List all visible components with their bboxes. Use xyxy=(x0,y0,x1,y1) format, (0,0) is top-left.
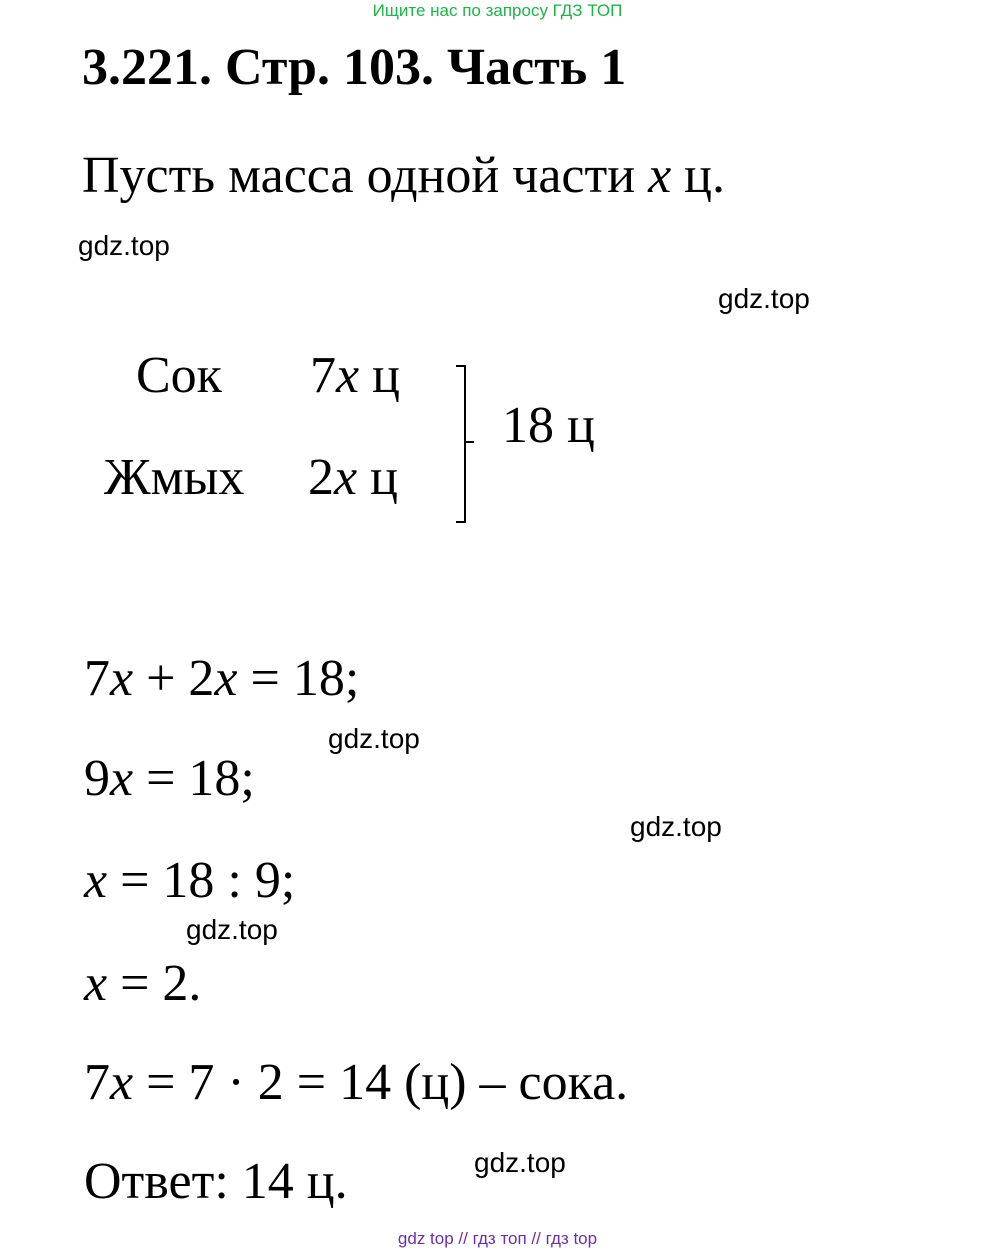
eq-part: = 18; xyxy=(133,750,255,807)
variable: x xyxy=(334,449,358,506)
eq-part: = 7 · 2 = 14 (ц) – сока. xyxy=(133,1054,629,1111)
variable: x xyxy=(214,650,238,707)
variable: x xyxy=(84,955,108,1012)
watermark: gdz.top xyxy=(630,811,722,842)
table-row-label: Жмых xyxy=(104,449,245,506)
eq-part: + 2 xyxy=(133,650,215,707)
eq-part: 7 xyxy=(84,1054,110,1111)
total-mass: 18 ц xyxy=(502,397,595,454)
unit: ц xyxy=(357,449,398,506)
watermark: gdz.top xyxy=(78,230,170,261)
equation-line-4 xyxy=(84,955,202,1012)
variable: x xyxy=(110,1054,134,1111)
table-row-value xyxy=(308,449,398,506)
equation-line-3 xyxy=(84,852,296,909)
intro-prefix: Пусть масса одной части xyxy=(82,147,649,204)
footer-links: gdz top // гдз топ // гдз top xyxy=(397,1229,598,1248)
eq-part: 7 xyxy=(84,650,110,707)
curly-bracket-tick xyxy=(464,441,474,443)
equation-line-2 xyxy=(84,750,255,807)
variable: x xyxy=(110,650,134,707)
table-row-value xyxy=(310,347,400,404)
watermark: gdz.top xyxy=(718,283,810,314)
curly-bracket xyxy=(456,365,466,523)
coefficient: 2 xyxy=(308,449,334,506)
watermark: gdz.top xyxy=(328,723,420,754)
page-title: 3.221. Стр. 103. Часть 1 xyxy=(82,39,627,96)
table-row-label: Сок xyxy=(136,347,222,404)
intro-variable: x xyxy=(648,147,672,204)
equation-line-1 xyxy=(84,650,360,707)
eq-part: = 18; xyxy=(237,650,360,707)
top-banner: Ищите нас по запросу ГДЗ ТОП xyxy=(372,1,623,20)
intro-suffix: ц. xyxy=(671,147,725,204)
variable: x xyxy=(110,750,134,807)
answer-line: Ответ: 14 ц. xyxy=(84,1153,348,1210)
eq-part: = 2. xyxy=(107,955,202,1012)
eq-part: 9 xyxy=(84,750,110,807)
coefficient: 7 xyxy=(310,347,336,404)
intro-text xyxy=(82,147,725,204)
variable: x xyxy=(336,347,360,404)
watermark: gdz.top xyxy=(474,1147,566,1178)
watermark: gdz.top xyxy=(186,914,278,945)
equation-line-5 xyxy=(84,1054,629,1111)
eq-part: = 18 : 9; xyxy=(107,852,296,909)
variable: x xyxy=(84,852,108,909)
unit: ц xyxy=(359,347,400,404)
